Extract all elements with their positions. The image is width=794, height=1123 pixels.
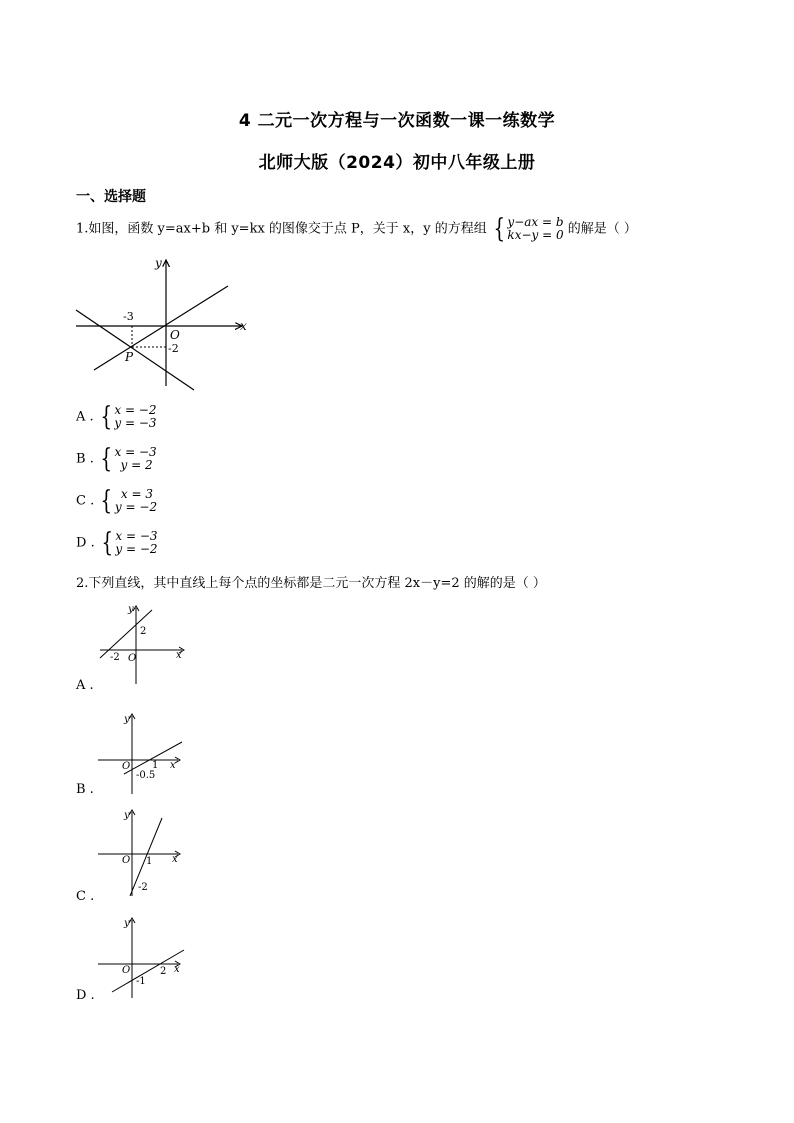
option-row-1: x = −3 — [114, 445, 157, 459]
option-letter: C — [76, 493, 86, 509]
q2-option-a-graph[interactable] — [96, 600, 190, 686]
label-minus-2: -2 — [168, 342, 179, 355]
option-system — [98, 404, 157, 430]
q2-option-c-letter[interactable]: C . — [76, 889, 95, 904]
section-heading: 一、选择题 — [76, 189, 146, 205]
q1-option-c[interactable]: C . { x = 3 y = −2 — [76, 486, 158, 516]
q2-option-d-letter[interactable]: D . — [76, 988, 95, 1003]
option-letter: B — [76, 451, 86, 467]
origin-label: O — [122, 965, 131, 976]
option-row-1: x = −2 — [114, 403, 157, 417]
option-row-1: x = −3 — [115, 529, 158, 543]
intercept-label-2: -0.5 — [136, 770, 156, 781]
point-p-label: P — [125, 350, 134, 364]
brace-glyph: { — [101, 528, 113, 558]
brace-glyph: { — [100, 402, 112, 432]
axis-x-label: x — [170, 760, 176, 771]
intercept-label-1: 1 — [146, 856, 153, 867]
q2-option-d-graph[interactable] — [96, 914, 190, 1000]
line-kx — [94, 286, 228, 370]
brace-glyph: { — [100, 444, 113, 474]
option-letter: D — [76, 535, 87, 551]
origin-label: O — [128, 653, 137, 664]
brace-glyph: { — [100, 486, 113, 516]
question-1-text-after: 的解是（ ） — [567, 221, 637, 237]
axis-y-label: y — [124, 918, 130, 929]
q2-option-b-graph[interactable] — [96, 710, 190, 796]
label-minus-3: -3 — [123, 310, 134, 323]
origin-label: O — [122, 855, 131, 866]
q2-option-b-letter[interactable]: B . — [76, 782, 94, 797]
option-system — [98, 446, 157, 472]
axis-x-label: x — [174, 964, 180, 975]
intercept-label-2: -2 — [110, 652, 120, 663]
question-1-text-before: 1.如图，函数 y=ax+b 和 y=kx 的图像交于点 P，关于 x，y 的方程组 — [76, 221, 487, 237]
intercept-label-1: 2 — [160, 966, 167, 977]
axis-x-label: x — [240, 319, 247, 333]
q2-option-c-graph[interactable] — [96, 806, 190, 898]
option-row-2: y = 2 — [120, 458, 153, 472]
system-row-2: kx−y = 0 — [507, 228, 564, 242]
question-1-figure — [74, 254, 254, 394]
axis-y-label: y — [128, 604, 134, 615]
option-letter: A — [76, 409, 86, 425]
question-1-text — [76, 216, 637, 242]
option-row-2: y = −2 — [115, 542, 158, 556]
option-row-2: y = −3 — [114, 416, 157, 430]
axis-y-label: y — [124, 810, 130, 821]
q1-option-a[interactable]: A . { x = −2 y = −3 — [76, 402, 157, 432]
option-system — [98, 488, 157, 514]
intercept-label-2: -1 — [136, 976, 146, 987]
question-2-text: 2.下列直线，其中直线上每个点的坐标都是二元一次方程 2x－y=2 的解的是（ ） — [76, 576, 546, 591]
option-row-2: y = −2 — [114, 500, 158, 514]
intercept-label-1: 2 — [140, 626, 147, 637]
q1-option-d[interactable]: D . { x = −3 y = −2 — [76, 528, 158, 558]
option-system — [99, 530, 158, 556]
q1-option-b[interactable]: B . { x = −3 y = 2 — [76, 444, 157, 474]
origin-label: O — [122, 761, 131, 772]
intercept-label-2: -2 — [138, 882, 148, 893]
axis-x-label: x — [172, 854, 178, 865]
axis-x-label: x — [176, 650, 182, 661]
axis-y-label: y — [124, 714, 130, 725]
q2-option-a-letter[interactable]: A . — [76, 678, 94, 693]
origin-label: O — [170, 328, 180, 342]
system-row-1: y−ax = b — [507, 215, 564, 229]
axis-y-label: y — [155, 256, 162, 270]
option-row-1: x = 3 — [120, 487, 154, 501]
intercept-label-1: 1 — [152, 760, 159, 771]
question-1-system — [491, 216, 564, 242]
title-line-1: 4 二元一次方程与一次函数一课一练数学 — [238, 111, 556, 131]
brace-glyph: { — [493, 214, 505, 244]
title-line-2: 北师大版（2024）初中八年级上册 — [258, 153, 536, 173]
